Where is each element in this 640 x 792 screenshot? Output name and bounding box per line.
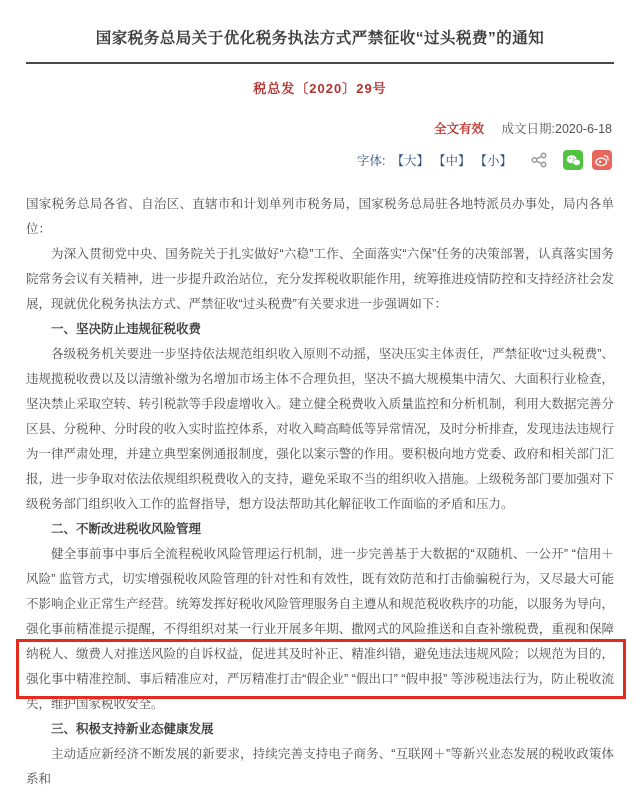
font-size-label: 字体: <box>356 154 386 168</box>
page-title: 国家税务总局关于优化税务执法方式严禁征收“过头税费”的通知 <box>95 30 545 47</box>
section-1-heading: 一、坚决防止违规征税收费 <box>51 322 202 336</box>
document-body <box>26 192 614 792</box>
section-3-paragraph: 主动适应新经济不断发展的新要求，持续完善支持电子商务、“互联网＋”等新兴业态发展的税收政策体系和 <box>26 747 614 786</box>
status-badge: 全文有效 <box>434 122 485 136</box>
wechat-icon[interactable] <box>563 150 583 170</box>
publish-date: 成文日期:2020-6-18 <box>501 122 612 136</box>
share-icon[interactable] <box>530 151 548 169</box>
section-2-paragraph: 健全事前事中事后全流程税收风险管理运行机制，进一步完善基于大数据的“双随机、一公开” “信用＋风险” 监管方式，切实增强税收风险管理的针对性和有效性，既有效防范和打击偷骗税行为，又尽最大可能不影响企业正常生产经营。统筹发挥好税收风险管理服务自主遵从和规范税收秩序的功能，以服务为导向，强化事前精准提示提醒，不得组织对某一行业开展多年期、撒网式的风险推送和自查补缴税费，重视和保障纳税人、缴费人对推送风险的自诉权益，促进其及时补正、精准纠错，避免违法违规风险；以规范为目的，强化事中精准控制、事后精准应对，严厉精准打击“假企业” “假出口” “假申报” 等涉税违法行为，防止税收流失，维护国家税收安全。 <box>26 547 614 711</box>
salutation-paragraph: 国家税务总局各省、自治区、直辖市和计划单列市税务局，国家税务总局驻各地特派员办事处，局内各单位： <box>26 197 614 236</box>
title-divider <box>26 62 614 64</box>
font-size-small-button[interactable]: 【小】 <box>474 154 512 168</box>
section-3-heading: 三、积极支持新业态健康发展 <box>51 722 214 736</box>
font-size-medium-button[interactable]: 【中】 <box>432 154 471 168</box>
intro-paragraph: 为深入贯彻党中央、国务院关于扎实做好“六稳”工作、全面落实“六保”任务的决策部署，认真落实国务院常务会议有关精神，进一步提升政治站位，充分发挥税收职能作用，统筹推进疫情防控和支持经济社会发展，现就优化税务执法方式、严禁征收“过头税费”有关要求进一步强调如下： <box>26 247 614 311</box>
doc-number: 税总发〔2020〕29号 <box>253 81 387 96</box>
section-2-heading: 二、不断改进税收风险管理 <box>51 522 202 536</box>
meta-row <box>26 119 614 137</box>
section-1-paragraph: 各级税务机关要进一步坚持依法规范组织收入原则不动摇，坚决压实主体责任，严禁征收“过头税费”、违规揽税收费以及以清缴补缴为名增加市场主体不合理负担，坚决不搞大规模集中清欠、大面积行业检查，坚决禁止采取空转、转引税款等手段虚增收入。建立健全税费收入质量监控和分析机制，利用大数据完善分区县、分税种、分时段的收入实时监控体系，对收入畸高畸低等异常情况，及时分析排查，发现违法违规行为一律严肃处理，并建立典型案例通报制度，强化以案示警的作用。要积极向地方党委、政府和相关部门汇报，进一步争取对依法依规组织税费收入的支持，避免采取不当的组织收入措施。上级税务部门要加强对下级税务部门组织收入工作的监督指导，想方设法帮助其化解征收工作面临的矛盾和压力。 <box>26 347 614 511</box>
toolbar-row <box>26 150 614 170</box>
weibo-icon[interactable] <box>592 150 612 170</box>
font-size-large-button[interactable]: 【大】 <box>391 154 429 168</box>
